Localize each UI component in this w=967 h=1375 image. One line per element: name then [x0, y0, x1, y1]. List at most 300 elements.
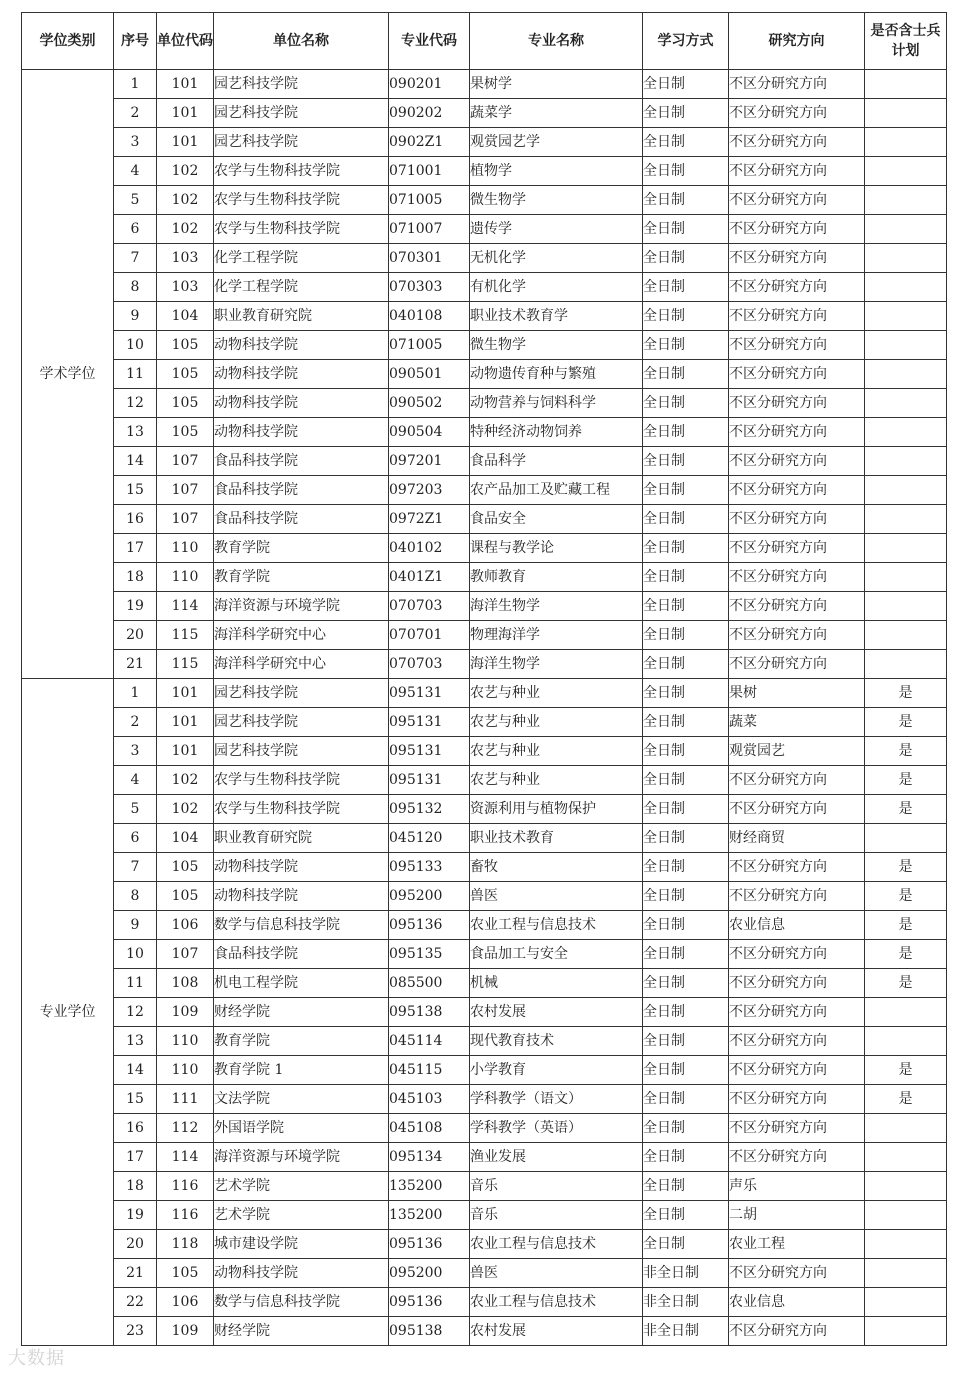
soldier-plan-cell: 是 — [865, 853, 947, 882]
unit-name-cell: 农学与生物科技学院 — [214, 795, 389, 824]
major-code-cell: 090502 — [389, 389, 470, 418]
major-name-cell: 植物学 — [470, 157, 643, 186]
major-name-cell: 特种经济动物饲养 — [470, 418, 643, 447]
unit-code-cell: 102 — [157, 157, 214, 186]
major-code-cell: 0902Z1 — [389, 128, 470, 157]
unit-name-cell: 艺术学院 — [214, 1172, 389, 1201]
major-code-cell: 071001 — [389, 157, 470, 186]
unit-code-cell: 105 — [157, 331, 214, 360]
research-direction-cell: 不区分研究方向 — [729, 1027, 865, 1056]
soldier-plan-cell: 是 — [865, 679, 947, 708]
major-name-cell: 兽医 — [470, 882, 643, 911]
study-mode-cell: 全日制 — [643, 1201, 729, 1230]
soldier-plan-cell: 是 — [865, 766, 947, 795]
research-direction-cell: 不区分研究方向 — [729, 157, 865, 186]
seq-cell: 19 — [114, 1201, 157, 1230]
unit-code-cell: 107 — [157, 505, 214, 534]
table-row — [22, 737, 947, 766]
unit-name-cell: 海洋资源与环境学院 — [214, 1143, 389, 1172]
major-name-cell: 海洋生物学 — [470, 592, 643, 621]
unit-code-cell: 115 — [157, 650, 214, 679]
soldier-plan-cell — [865, 998, 947, 1027]
research-direction-cell: 不区分研究方向 — [729, 1143, 865, 1172]
major-code-cell: 095135 — [389, 940, 470, 969]
research-direction-cell: 不区分研究方向 — [729, 882, 865, 911]
study-mode-cell: 全日制 — [643, 1143, 729, 1172]
unit-name-cell: 动物科技学院 — [214, 389, 389, 418]
unit-code-cell: 105 — [157, 389, 214, 418]
unit-code-cell: 101 — [157, 679, 214, 708]
seq-cell: 14 — [114, 1056, 157, 1085]
table-row — [22, 128, 947, 157]
unit-code-cell: 116 — [157, 1201, 214, 1230]
unit-name-cell: 食品科技学院 — [214, 447, 389, 476]
major-code-cell: 045108 — [389, 1114, 470, 1143]
major-name-cell: 畜牧 — [470, 853, 643, 882]
table-row — [22, 1288, 947, 1317]
unit-code-cell: 101 — [157, 128, 214, 157]
degree-category-cell: 专业学位 — [22, 679, 114, 1346]
research-direction-cell: 不区分研究方向 — [729, 592, 865, 621]
major-name-cell: 微生物学 — [470, 331, 643, 360]
study-mode-cell: 全日制 — [643, 1114, 729, 1143]
unit-name-cell: 教育学院 — [214, 563, 389, 592]
unit-code-cell: 101 — [157, 99, 214, 128]
major-code-cell: 045120 — [389, 824, 470, 853]
research-direction-cell: 观赏园艺 — [729, 737, 865, 766]
unit-code-cell: 102 — [157, 215, 214, 244]
unit-code-cell: 102 — [157, 186, 214, 215]
table-row — [22, 1201, 947, 1230]
major-code-cell: 040102 — [389, 534, 470, 563]
major-name-cell: 兽医 — [470, 1259, 643, 1288]
research-direction-cell: 不区分研究方向 — [729, 128, 865, 157]
major-name-cell: 课程与教学论 — [470, 534, 643, 563]
soldier-plan-cell — [865, 1201, 947, 1230]
unit-name-cell: 农学与生物科技学院 — [214, 766, 389, 795]
soldier-plan-cell — [865, 650, 947, 679]
table-row — [22, 1143, 947, 1172]
research-direction-cell: 不区分研究方向 — [729, 998, 865, 1027]
soldier-plan-cell — [865, 418, 947, 447]
research-direction-cell: 不区分研究方向 — [729, 302, 865, 331]
table-row — [22, 969, 947, 998]
unit-code-cell: 114 — [157, 1143, 214, 1172]
unit-code-cell: 101 — [157, 737, 214, 766]
table-row — [22, 940, 947, 969]
unit-code-cell: 110 — [157, 534, 214, 563]
degree-category-cell: 学术学位 — [22, 70, 114, 679]
table-row — [22, 389, 947, 418]
table-row — [22, 853, 947, 882]
seq-cell: 6 — [114, 215, 157, 244]
study-mode-cell: 全日制 — [643, 795, 729, 824]
table-row — [22, 911, 947, 940]
major-code-cell: 097201 — [389, 447, 470, 476]
major-name-cell: 食品加工与安全 — [470, 940, 643, 969]
seq-cell: 12 — [114, 998, 157, 1027]
major-code-cell: 095131 — [389, 708, 470, 737]
soldier-plan-cell — [865, 128, 947, 157]
unit-name-cell: 财经学院 — [214, 998, 389, 1027]
header-unit-name: 单位名称 — [214, 13, 389, 70]
table-row — [22, 1085, 947, 1114]
major-name-cell: 渔业发展 — [470, 1143, 643, 1172]
study-mode-cell: 全日制 — [643, 99, 729, 128]
unit-code-cell: 107 — [157, 476, 214, 505]
soldier-plan-cell — [865, 389, 947, 418]
major-name-cell: 农业工程与信息技术 — [470, 1230, 643, 1259]
seq-cell: 16 — [114, 1114, 157, 1143]
admissions-table — [21, 12, 947, 1346]
soldier-plan-cell — [865, 70, 947, 99]
table-row — [22, 447, 947, 476]
unit-name-cell: 食品科技学院 — [214, 505, 389, 534]
major-name-cell: 农村发展 — [470, 998, 643, 1027]
header-major-code: 专业代码 — [389, 13, 470, 70]
soldier-plan-cell — [865, 1027, 947, 1056]
seq-cell: 13 — [114, 1027, 157, 1056]
seq-cell: 10 — [114, 331, 157, 360]
unit-name-cell: 化学工程学院 — [214, 244, 389, 273]
seq-cell: 17 — [114, 534, 157, 563]
soldier-plan-cell: 是 — [865, 795, 947, 824]
unit-name-cell: 园艺科技学院 — [214, 708, 389, 737]
soldier-plan-cell — [865, 563, 947, 592]
major-code-cell: 045103 — [389, 1085, 470, 1114]
research-direction-cell: 不区分研究方向 — [729, 853, 865, 882]
seq-cell: 18 — [114, 1172, 157, 1201]
seq-cell: 19 — [114, 592, 157, 621]
major-code-cell: 071007 — [389, 215, 470, 244]
seq-cell: 18 — [114, 563, 157, 592]
soldier-plan-cell — [865, 1172, 947, 1201]
study-mode-cell: 全日制 — [643, 1027, 729, 1056]
unit-code-cell: 115 — [157, 621, 214, 650]
research-direction-cell: 不区分研究方向 — [729, 360, 865, 389]
major-code-cell: 070301 — [389, 244, 470, 273]
soldier-plan-cell — [865, 1288, 947, 1317]
unit-code-cell: 110 — [157, 1056, 214, 1085]
study-mode-cell: 全日制 — [643, 563, 729, 592]
major-name-cell: 农艺与种业 — [470, 708, 643, 737]
seq-cell: 1 — [114, 70, 157, 99]
soldier-plan-cell — [865, 215, 947, 244]
soldier-plan-cell: 是 — [865, 940, 947, 969]
table-row — [22, 99, 947, 128]
unit-name-cell: 食品科技学院 — [214, 476, 389, 505]
unit-name-cell: 园艺科技学院 — [214, 70, 389, 99]
seq-cell: 9 — [114, 911, 157, 940]
research-direction-cell: 不区分研究方向 — [729, 1114, 865, 1143]
table-row — [22, 708, 947, 737]
major-name-cell: 食品安全 — [470, 505, 643, 534]
research-direction-cell: 不区分研究方向 — [729, 273, 865, 302]
seq-cell: 2 — [114, 99, 157, 128]
unit-code-cell: 110 — [157, 563, 214, 592]
soldier-plan-cell — [865, 360, 947, 389]
research-direction-cell: 不区分研究方向 — [729, 418, 865, 447]
major-code-cell: 070303 — [389, 273, 470, 302]
study-mode-cell: 全日制 — [643, 447, 729, 476]
soldier-plan-cell — [865, 1259, 947, 1288]
major-name-cell: 农艺与种业 — [470, 679, 643, 708]
major-code-cell: 071005 — [389, 186, 470, 215]
seq-cell: 20 — [114, 1230, 157, 1259]
study-mode-cell: 全日制 — [643, 882, 729, 911]
research-direction-cell: 不区分研究方向 — [729, 331, 865, 360]
table-row — [22, 70, 947, 99]
research-direction-cell: 不区分研究方向 — [729, 650, 865, 679]
unit-code-cell: 109 — [157, 1317, 214, 1346]
research-direction-cell: 声乐 — [729, 1172, 865, 1201]
unit-code-cell: 105 — [157, 1259, 214, 1288]
research-direction-cell: 不区分研究方向 — [729, 215, 865, 244]
unit-name-cell: 园艺科技学院 — [214, 128, 389, 157]
seq-cell: 16 — [114, 505, 157, 534]
soldier-plan-cell — [865, 1114, 947, 1143]
major-name-cell: 农村发展 — [470, 1317, 643, 1346]
major-name-cell: 农艺与种业 — [470, 737, 643, 766]
research-direction-cell: 不区分研究方向 — [729, 1056, 865, 1085]
major-name-cell: 农业工程与信息技术 — [470, 1288, 643, 1317]
unit-name-cell: 化学工程学院 — [214, 273, 389, 302]
major-code-cell: 135200 — [389, 1201, 470, 1230]
soldier-plan-cell — [865, 186, 947, 215]
table-row — [22, 621, 947, 650]
major-name-cell: 物理海洋学 — [470, 621, 643, 650]
table-row — [22, 302, 947, 331]
table-row — [22, 998, 947, 1027]
major-code-cell: 070703 — [389, 650, 470, 679]
study-mode-cell: 全日制 — [643, 708, 729, 737]
seq-cell: 6 — [114, 824, 157, 853]
unit-code-cell: 103 — [157, 244, 214, 273]
unit-name-cell: 城市建设学院 — [214, 1230, 389, 1259]
study-mode-cell: 全日制 — [643, 766, 729, 795]
soldier-plan-cell: 是 — [865, 969, 947, 998]
research-direction-cell: 不区分研究方向 — [729, 505, 865, 534]
study-mode-cell: 全日制 — [643, 1085, 729, 1114]
soldier-plan-cell — [865, 157, 947, 186]
table-body — [22, 70, 947, 1346]
seq-cell: 11 — [114, 360, 157, 389]
research-direction-cell: 农业工程 — [729, 1230, 865, 1259]
major-code-cell: 095131 — [389, 766, 470, 795]
unit-code-cell: 105 — [157, 882, 214, 911]
major-name-cell: 现代教育技术 — [470, 1027, 643, 1056]
table-row — [22, 1056, 947, 1085]
unit-name-cell: 海洋科学研究中心 — [214, 621, 389, 650]
soldier-plan-cell — [865, 99, 947, 128]
unit-code-cell: 108 — [157, 969, 214, 998]
soldier-plan-cell — [865, 244, 947, 273]
study-mode-cell: 全日制 — [643, 1056, 729, 1085]
major-code-cell: 095131 — [389, 679, 470, 708]
major-code-cell: 095138 — [389, 1317, 470, 1346]
major-name-cell: 食品科学 — [470, 447, 643, 476]
table-row — [22, 795, 947, 824]
seq-cell: 15 — [114, 476, 157, 505]
unit-name-cell: 动物科技学院 — [214, 331, 389, 360]
study-mode-cell: 全日制 — [643, 157, 729, 186]
soldier-plan-cell — [865, 592, 947, 621]
study-mode-cell: 全日制 — [643, 302, 729, 331]
research-direction-cell: 蔬菜 — [729, 708, 865, 737]
study-mode-cell: 全日制 — [643, 215, 729, 244]
unit-name-cell: 职业教育研究院 — [214, 824, 389, 853]
seq-cell: 15 — [114, 1085, 157, 1114]
major-name-cell: 机械 — [470, 969, 643, 998]
soldier-plan-cell — [865, 1230, 947, 1259]
major-code-cell: 095131 — [389, 737, 470, 766]
major-code-cell: 097203 — [389, 476, 470, 505]
table-row — [22, 592, 947, 621]
major-code-cell: 095136 — [389, 1288, 470, 1317]
seq-cell: 21 — [114, 650, 157, 679]
unit-name-cell: 农学与生物科技学院 — [214, 186, 389, 215]
study-mode-cell: 全日制 — [643, 418, 729, 447]
major-code-cell: 045114 — [389, 1027, 470, 1056]
major-code-cell: 095136 — [389, 1230, 470, 1259]
research-direction-cell: 不区分研究方向 — [729, 621, 865, 650]
research-direction-cell: 不区分研究方向 — [729, 940, 865, 969]
study-mode-cell: 全日制 — [643, 1230, 729, 1259]
table-row — [22, 157, 947, 186]
seq-cell: 5 — [114, 186, 157, 215]
unit-name-cell: 动物科技学院 — [214, 1259, 389, 1288]
seq-cell: 11 — [114, 969, 157, 998]
study-mode-cell: 全日制 — [643, 1172, 729, 1201]
unit-code-cell: 101 — [157, 70, 214, 99]
header-row — [22, 13, 947, 70]
seq-cell: 10 — [114, 940, 157, 969]
unit-name-cell: 教育学院 — [214, 1027, 389, 1056]
major-code-cell: 070703 — [389, 592, 470, 621]
major-code-cell: 085500 — [389, 969, 470, 998]
unit-code-cell: 110 — [157, 1027, 214, 1056]
major-name-cell: 学科教学（语文） — [470, 1085, 643, 1114]
seq-cell: 7 — [114, 853, 157, 882]
unit-name-cell: 动物科技学院 — [214, 418, 389, 447]
study-mode-cell: 全日制 — [643, 244, 729, 273]
unit-code-cell: 105 — [157, 360, 214, 389]
study-mode-cell: 全日制 — [643, 621, 729, 650]
major-code-cell: 040108 — [389, 302, 470, 331]
seq-cell: 13 — [114, 418, 157, 447]
unit-name-cell: 数学与信息科技学院 — [214, 1288, 389, 1317]
unit-name-cell: 文法学院 — [214, 1085, 389, 1114]
major-name-cell: 教师教育 — [470, 563, 643, 592]
soldier-plan-cell: 是 — [865, 1085, 947, 1114]
soldier-plan-cell — [865, 1143, 947, 1172]
major-name-cell: 资源利用与植物保护 — [470, 795, 643, 824]
major-code-cell: 090501 — [389, 360, 470, 389]
research-direction-cell: 不区分研究方向 — [729, 99, 865, 128]
unit-name-cell: 教育学院 1 — [214, 1056, 389, 1085]
unit-code-cell: 105 — [157, 418, 214, 447]
study-mode-cell: 非全日制 — [643, 1259, 729, 1288]
seq-cell: 20 — [114, 621, 157, 650]
soldier-plan-cell — [865, 273, 947, 302]
research-direction-cell: 果树 — [729, 679, 865, 708]
unit-name-cell: 海洋资源与环境学院 — [214, 592, 389, 621]
unit-code-cell: 112 — [157, 1114, 214, 1143]
seq-cell: 9 — [114, 302, 157, 331]
table-row — [22, 215, 947, 244]
soldier-plan-cell — [865, 476, 947, 505]
unit-code-cell: 116 — [157, 1172, 214, 1201]
table-row — [22, 679, 947, 708]
table-row — [22, 650, 947, 679]
seq-cell: 22 — [114, 1288, 157, 1317]
table-row — [22, 1259, 947, 1288]
table-row — [22, 418, 947, 447]
header-soldier-plan: 是否含士兵计划 — [865, 13, 947, 70]
study-mode-cell: 全日制 — [643, 534, 729, 563]
unit-name-cell: 农学与生物科技学院 — [214, 215, 389, 244]
major-name-cell: 农艺与种业 — [470, 766, 643, 795]
major-name-cell: 小学教育 — [470, 1056, 643, 1085]
table-row — [22, 244, 947, 273]
research-direction-cell: 不区分研究方向 — [729, 389, 865, 418]
soldier-plan-cell — [865, 621, 947, 650]
study-mode-cell: 全日制 — [643, 331, 729, 360]
study-mode-cell: 全日制 — [643, 505, 729, 534]
unit-name-cell: 农学与生物科技学院 — [214, 157, 389, 186]
unit-name-cell: 职业教育研究院 — [214, 302, 389, 331]
unit-name-cell: 教育学院 — [214, 534, 389, 563]
soldier-plan-cell: 是 — [865, 737, 947, 766]
seq-cell: 17 — [114, 1143, 157, 1172]
research-direction-cell: 农业信息 — [729, 1288, 865, 1317]
major-code-cell: 090202 — [389, 99, 470, 128]
study-mode-cell: 全日制 — [643, 853, 729, 882]
unit-code-cell: 102 — [157, 795, 214, 824]
unit-code-cell: 104 — [157, 824, 214, 853]
unit-name-cell: 食品科技学院 — [214, 940, 389, 969]
research-direction-cell: 不区分研究方向 — [729, 476, 865, 505]
major-code-cell: 135200 — [389, 1172, 470, 1201]
seq-cell: 1 — [114, 679, 157, 708]
soldier-plan-cell — [865, 505, 947, 534]
unit-code-cell: 114 — [157, 592, 214, 621]
table-row — [22, 1172, 947, 1201]
table-row — [22, 1317, 947, 1346]
research-direction-cell: 不区分研究方向 — [729, 186, 865, 215]
unit-name-cell: 动物科技学院 — [214, 853, 389, 882]
study-mode-cell: 非全日制 — [643, 1317, 729, 1346]
table-row — [22, 360, 947, 389]
seq-cell: 4 — [114, 766, 157, 795]
watermark: 大数据 — [8, 1348, 65, 1369]
major-name-cell: 动物遗传育种与繁殖 — [470, 360, 643, 389]
research-direction-cell: 不区分研究方向 — [729, 534, 865, 563]
table-row — [22, 824, 947, 853]
study-mode-cell: 全日制 — [643, 360, 729, 389]
major-name-cell: 有机化学 — [470, 273, 643, 302]
unit-name-cell: 园艺科技学院 — [214, 99, 389, 128]
major-name-cell: 农业工程与信息技术 — [470, 911, 643, 940]
research-direction-cell: 二胡 — [729, 1201, 865, 1230]
major-code-cell: 090504 — [389, 418, 470, 447]
table-row — [22, 505, 947, 534]
soldier-plan-cell — [865, 331, 947, 360]
major-code-cell: 095200 — [389, 882, 470, 911]
header-seq: 序号 — [114, 13, 157, 70]
seq-cell: 3 — [114, 737, 157, 766]
soldier-plan-cell: 是 — [865, 882, 947, 911]
